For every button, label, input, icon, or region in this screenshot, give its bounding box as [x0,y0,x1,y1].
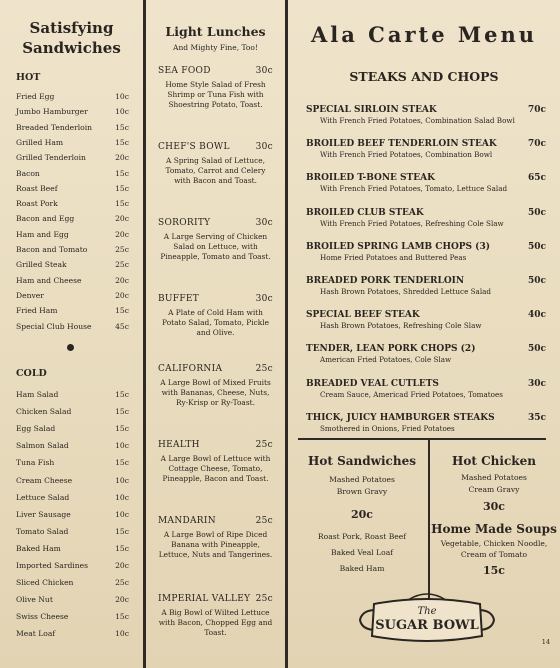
steak-description: Hash Brown Potatoes, Refreshing Cole Slaw [320,321,482,331]
sandwich-price: 25c [115,260,129,270]
lunch-name: SORORITY [158,218,211,228]
hot-section-label: HOT [16,72,41,83]
lunch-header [158,218,273,228]
sandwich-name: Jumbo Hamburger [16,107,88,117]
steak-price: 50c [527,207,546,218]
steak-description: With French Fried Potatoes, Refreshing Cole Slaw [320,218,504,228]
bottom-specials-box [298,438,557,612]
sandwich-row [16,527,129,536]
steak-description: Home Fried Potatoes and Buttered Peas [320,252,467,262]
steaks-section-title: STEAKS AND CHOPS [349,69,499,84]
steak-price: 70c [527,139,546,150]
hot-chicken-title: Hot Chicken [452,454,536,468]
sandwich-name: Ham and Cheese [16,275,82,285]
sandwich-name: Roast Pork [16,199,58,209]
lunch-header [158,594,273,604]
steak-entry [306,139,546,159]
lunch-price: 30c [255,218,273,228]
soups-title: Home Made Soups [431,522,557,536]
lunch-entry [158,440,273,485]
soups-line1: Vegetable, Chicken Noodle, [440,539,548,548]
steak-header [306,242,546,252]
steak-name: BREADED PORK TENDERLOIN [306,276,465,286]
hot-sandwiches-item1: Roast Pork, Roast Beef [317,532,407,541]
sandwich-price: 10c [115,629,129,639]
sandwich-row [16,390,129,399]
lunch-entry [158,364,273,409]
lunch-price: 25c [255,594,273,604]
sandwich-name: Fried Ham [16,306,58,316]
steak-header [306,139,546,149]
sandwich-row [16,407,129,416]
lunch-price: 25c [255,364,273,374]
steak-header [306,379,546,389]
lunch-header [158,142,273,152]
sandwich-price: 15c [115,183,129,193]
sandwich-row [16,169,129,178]
sandwich-price: 15c [115,122,129,132]
lunch-description: Home Style Salad of Fresh Shrimp or Tuna Fish with Shoestring Potato, Toast. [165,80,266,110]
lunch-name: HEALTH [158,440,200,450]
lunch-description: A Large Bowl of Lettuce with Cottage Cheese, Tomato, Pineapple, Bacon and Toast. [160,454,271,484]
steak-price: 30c [527,378,546,389]
sandwich-name: Breaded Tenderloin [16,122,93,132]
sandwich-row [16,306,129,315]
lunch-description: A Plate of Cold Ham with Potato Salad, Tomato, Pickle and Olive. [162,308,269,338]
sandwich-price: 10c [115,92,129,101]
sandwich-name: Baked Ham [16,543,61,553]
lunch-entry [158,66,273,111]
steak-entry [306,276,546,296]
sandwich-row [16,578,129,587]
steak-price: 50c [527,276,546,286]
hot-sandwiches-line1: Mashed Potatoes [329,475,395,484]
steak-description: Cream Sauce, Americad Fried Potatoes, Tomatoes [320,389,503,399]
steak-price: 35c [527,412,546,423]
sandwich-price: 15c [115,137,129,147]
sandwich-price: 25c [115,578,129,588]
sandwich-name: Roast Beef [16,183,58,193]
sandwich-row [16,544,129,553]
sandwich-row [16,441,129,450]
sandwich-price: 15c [115,526,129,536]
light-lunches-subtitle: And Mighty Fine, Too! [173,43,258,52]
lunch-name: BUFFET [158,294,200,304]
sandwich-row [16,629,129,638]
hot-sandwiches-price: 20c [350,508,373,521]
steak-name: SPECIAL SIRLOIN STEAK [306,105,437,115]
sandwich-price: 15c [115,390,129,399]
sandwich-row [16,595,129,604]
sandwich-price: 10c [115,107,129,117]
steak-name: SPECIAL BEEF STEAK [306,310,420,321]
hot-sandwiches-line2: Brown Gravy [336,487,388,496]
steak-header [306,413,546,423]
sandwich-price: 15c [115,458,129,468]
steak-description: Smothered in Onions, Fried Potatoes [320,423,455,433]
sandwich-price: 45c [115,321,129,331]
steak-name: THICK, JUICY HAMBURGER STEAKS [306,412,495,423]
hot-chicken-line1: Mashed Potatoes [461,473,527,482]
sandwich-row [16,291,129,300]
lunch-price: 30c [255,142,273,152]
steak-entry [306,379,546,399]
lunch-description: A Large Bowl of Ripe Diced Banana with Pineapple, Lettuce, Nuts and Tangerines. [158,530,273,560]
sandwich-row [16,458,129,467]
lunch-header [158,364,273,374]
steak-header [306,105,546,115]
lunch-price: 25c [255,440,273,450]
sandwich-row [16,199,129,208]
sandwich-name: Salmon Salad [16,441,69,451]
lunch-entry [158,294,273,339]
sandwich-name: Tomato Salad [16,526,69,536]
sandwich-row [16,276,129,285]
sandwich-price: 20c [115,153,129,163]
sandwich-price: 20c [115,214,129,224]
steak-name: BROILED SPRING LAMB CHOPS (3) [306,241,490,252]
steak-header [306,173,546,183]
steak-price: 50c [527,344,546,355]
steak-name: BROILED BEEF TENDERLOIN STEAK [306,139,497,150]
sandwich-row [16,92,129,101]
lunch-name: CHEF'S BOWL [158,142,230,152]
sandwich-name: Bacon [16,168,40,178]
sandwich-name: Sliced Chicken [16,578,74,588]
page-number: 14 [541,638,550,646]
soups-price: 15c [482,564,505,577]
sandwiches-title: Satisfying Sandwiches [22,19,121,57]
sandwich-row [16,153,129,162]
sandwich-price: 20c [115,290,129,300]
steak-description: With French Fried Potatoes, Combination Bowl [320,150,493,160]
sandwich-price: 15c [115,407,129,417]
sandwich-name: Olive Nut [16,595,53,605]
sandwich-price: 15c [115,306,129,316]
sandwich-price: 20c [115,229,129,239]
logo-the-text: The [417,606,437,617]
sandwich-row [16,260,129,269]
hot-sandwiches-item2: Baked Veal Loaf [330,548,394,557]
sandwich-row [16,230,129,239]
sandwich-price: 15c [115,199,129,209]
steak-header [306,276,546,286]
lunch-header [158,440,273,450]
steak-description: American Fried Potatoes, Cole Slaw [320,355,452,365]
steak-entry [306,413,546,433]
sandwich-name: Bacon and Tomato [16,245,88,254]
hot-sandwiches-item3: Baked Ham [339,564,385,573]
lunch-description: A Spring Salad of Lettuce, Tomato, Carrot and Celery with Bacon and Toast. [165,156,266,186]
logo-name-text: SUGAR BOWL [375,618,479,633]
steak-name: BROILED T-BONE STEAK [306,173,435,184]
sandwich-name: Denver [16,290,44,300]
sandwich-price: 15c [115,543,129,553]
lunch-name: SEA FOOD [158,66,211,76]
lunch-entry [158,594,273,639]
lunch-entry [158,516,273,561]
lunch-description: A Large Bowl of Mixed Fruits with Bananas, Cheese, Nuts, Ry-Krisp or Ry-Toast. [160,378,271,408]
steak-name: BREADED VEAL CUTLETS [306,378,439,389]
steak-price: 40c [527,310,546,321]
sandwich-name: Grilled Ham [16,137,64,147]
steak-entry [306,208,546,228]
sandwich-price: 15c [115,168,129,178]
steak-header [306,310,546,320]
steak-name: BROILED CLUB STEAK [306,207,424,218]
lunch-header [158,66,273,76]
light-lunches-column [146,0,288,668]
sandwich-row [16,322,129,331]
sandwich-name: Grilled Steak [16,260,67,270]
sandwich-price: 20c [115,561,129,570]
sandwich-name: Meat Loaf [16,629,56,639]
light-lunches-title: Light Lunches [165,24,266,39]
sandwich-row [16,510,129,519]
sandwich-row [16,138,129,147]
sandwich-name: Special Club House [16,321,92,331]
sandwich-price: 10c [115,492,129,502]
steak-entry [306,105,546,125]
sandwich-row [16,184,129,193]
sandwich-row [16,245,129,254]
sandwich-price: 15c [115,424,129,434]
sandwich-price: 10c [115,509,129,519]
sandwich-name: Tuna Fish [16,458,55,468]
lunch-entry [158,218,273,263]
sandwich-price: 20c [115,595,129,605]
hot-sandwiches-title: Hot Sandwiches [308,454,416,468]
sandwich-price: 10c [115,475,129,485]
lunch-name: IMPERIAL VALLEY [158,594,251,604]
sandwich-name: Liver Sausage [16,509,71,519]
sandwich-name: Bacon and Egg [16,214,75,224]
lunch-description: A Large Serving of Chicken Salad on Lettuce, with Pineapple, Tomato and Toast. [160,232,271,262]
steak-entry [306,173,546,193]
steak-price: 65c [527,173,546,184]
steak-price: 70c [527,105,546,115]
sandwich-name: Lettuce Salad [16,492,70,502]
soups-block [430,522,558,577]
hot-chicken-block [430,454,558,513]
sandwich-row [16,493,129,502]
steak-entry [306,344,546,364]
steak-name: TENDER, LEAN PORK CHOPS (2) [306,344,476,355]
ala-carte-column [288,0,560,668]
lunch-header [158,294,273,304]
lunch-name: MANDARIN [158,516,216,526]
sandwich-name: Egg Salad [16,424,56,434]
sandwich-price: 25c [115,245,129,254]
cold-section-label: COLD [16,368,47,379]
sandwich-price: 20c [115,275,129,285]
hot-chicken-line2: Cream Gravy [468,485,520,494]
sandwich-price: 15c [115,612,129,622]
sandwich-row [16,612,129,621]
sandwich-name: Ham Salad [16,390,59,399]
lunch-name: CALIFORNIA [158,364,223,374]
steak-entry [306,310,546,330]
bullet-divider [67,344,74,351]
steak-entry [306,242,546,262]
steak-description: Hash Brown Potatoes, Shredded Lettuce Salad [320,287,492,296]
lunch-entry [158,142,273,187]
sandwich-row [16,561,129,570]
steak-description: With French Fried Potatoes, Tomato, Lettuce Salad [320,184,508,194]
ala-carte-title: Ala Carte Menu [310,22,538,47]
steak-price: 50c [527,241,546,252]
sandwich-name: Chicken Salad [16,407,72,417]
steak-header [306,344,546,354]
sandwich-name: Imported Sardines [16,561,89,570]
sandwich-row [16,214,129,223]
sandwich-name: Swiss Cheese [16,612,69,622]
sugar-bowl-logo [348,590,506,650]
steak-description: With French Fried Potatoes, Combination Salad Bowl [320,116,515,125]
lunch-price: 30c [255,294,273,304]
sandwich-row [16,476,129,485]
lunch-price: 30c [255,66,273,76]
sandwich-name: Ham and Egg [16,229,69,239]
soups-line2: Cream of Tomato [460,550,528,559]
hot-chicken-price: 30c [482,500,505,513]
sandwich-name: Grilled Tenderloin [16,153,86,163]
lunch-description: A Big Bowl of Wilted Lettuce with Bacon, Chopped Egg and Toast. [158,608,273,638]
sandwiches-column [0,0,146,668]
hot-sandwiches-block [298,454,426,575]
lunch-header [158,516,273,526]
sandwich-row [16,107,129,116]
sandwich-row [16,123,129,132]
sandwich-name: Fried Egg [16,92,55,101]
sandwich-name: Cream Cheese [16,475,73,485]
steak-header [306,208,546,218]
sandwich-row [16,424,129,433]
lunch-price: 25c [255,516,273,526]
sandwich-price: 10c [115,441,129,451]
